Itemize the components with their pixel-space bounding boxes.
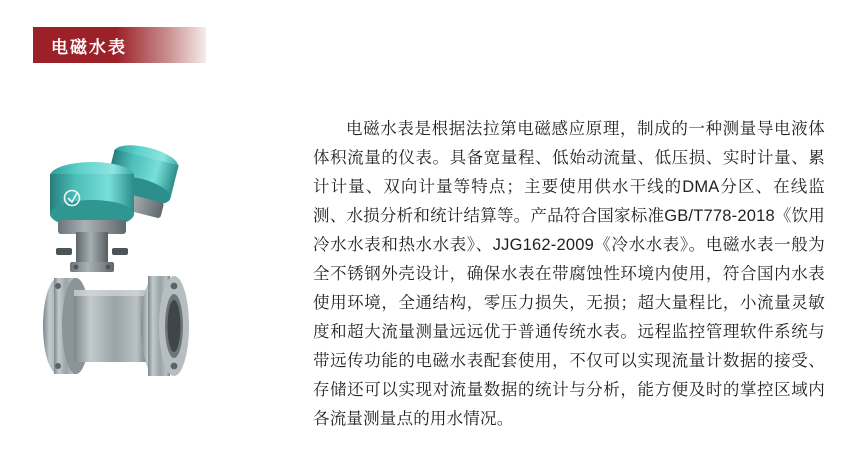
section-title-banner — [33, 27, 206, 63]
water-meter-illustration — [22, 110, 272, 410]
body-paragraph: 电磁水表是根据法拉第电磁感应原理，制成的一种测量导电液体体积流量的仪表。具备宽量程、低始动流量、低压损、实时计量、累计计量、双向计量等特点；主要使用供水干线的DMA分区、在线监测、水损分析和统计结算等。产品符合国家标准GB/T778-2018《饮用冷水水表和热水水表》、JJG162-2009《冷水水表》。电磁水表一般为全不锈钢外壳设计，确保水表在带腐蚀性环境内使用，符合国内水表使用环境，全通结构，零压力损失，无损；超大量程比，小流量灵敏度和超大流量测量远远优于普通传统水表。远程监控管理软件系统与带远传功能的电磁水表配套使用，不仅可以实现流量计数据的接受、存储还可以实现对流量数据的统计与分析，能方便及时的掌控区域内各流量测量点的用水情况。 — [313, 120, 825, 428]
page-title: 电磁水表 — [51, 37, 127, 57]
body-text — [313, 115, 825, 434]
product-image — [22, 110, 272, 410]
